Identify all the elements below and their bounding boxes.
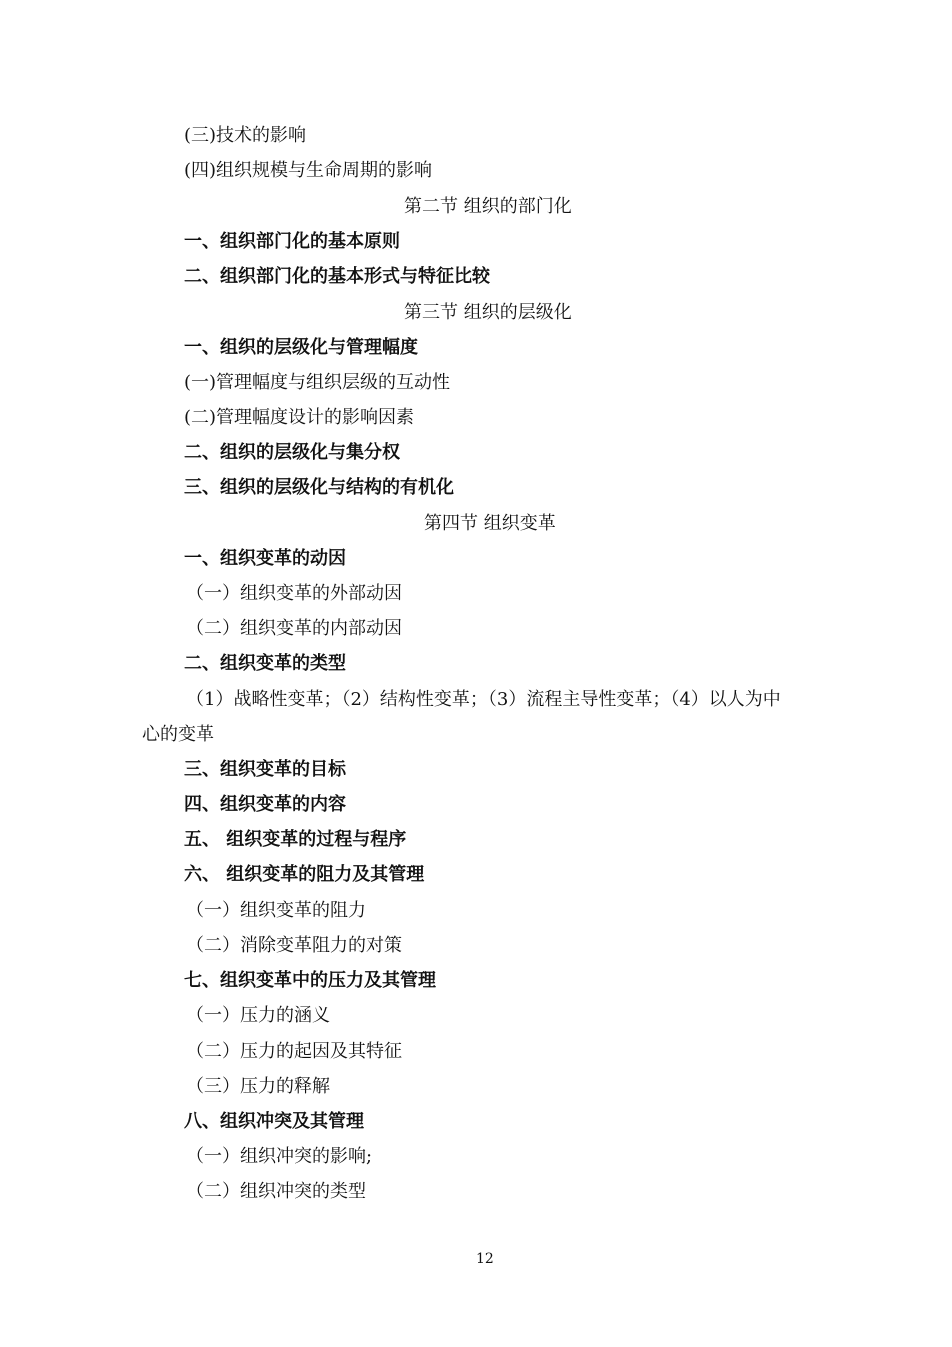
subsection-conflict-impact: （一）组织冲突的影响; xyxy=(186,1146,373,1167)
heading-departmentalization-forms: 二、组织部门化的基本形式与特征比较 xyxy=(184,266,490,287)
paragraph-change-types: （1）战略性变革；（2）结构性变革；（3）流程主导性变革；（4）以人为中 xyxy=(186,689,781,710)
subsection-conflict-types: （二）组织冲突的类型 xyxy=(186,1181,366,1202)
subsection-span-interaction: (一)管理幅度与组织层级的互动性 xyxy=(184,372,451,393)
heading-change-process: 五、 组织变革的过程与程序 xyxy=(184,829,407,850)
heading-change-resistance: 六、 组织变革的阻力及其管理 xyxy=(184,864,425,885)
section-title-departmentalization: 第二节 组织的部门化 xyxy=(404,196,572,217)
subsection-pressure-relief: （三）压力的释解 xyxy=(186,1076,330,1097)
section-title-hierarchy: 第三节 组织的层级化 xyxy=(404,302,572,323)
subsection-scale-lifecycle-impact: (四)组织规模与生命周期的影响 xyxy=(184,160,433,181)
page-number: 12 xyxy=(476,1251,494,1267)
heading-change-types: 二、组织变革的类型 xyxy=(184,653,346,674)
heading-organization-conflict: 八、组织冲突及其管理 xyxy=(184,1111,364,1132)
heading-change-goals: 三、组织变革的目标 xyxy=(184,759,346,780)
heading-hierarchy-centralization: 二、组织的层级化与集分权 xyxy=(184,442,400,463)
heading-hierarchy-span: 一、组织的层级化与管理幅度 xyxy=(184,337,418,358)
subsection-internal-drivers: （二）组织变革的内部动因 xyxy=(186,618,402,639)
heading-change-pressure: 七、组织变革中的压力及其管理 xyxy=(184,970,436,991)
subsection-external-drivers: （一）组织变革的外部动因 xyxy=(186,583,402,604)
heading-change-drivers: 一、组织变革的动因 xyxy=(184,548,346,569)
heading-departmentalization-principles: 一、组织部门化的基本原则 xyxy=(184,231,400,252)
heading-hierarchy-organic: 三、组织的层级化与结构的有机化 xyxy=(184,477,454,498)
subsection-pressure-meaning: （一）压力的涵义 xyxy=(186,1005,330,1026)
paragraph-change-types-continued: 心的变革 xyxy=(142,724,214,745)
subsection-technology-impact: (三)技术的影响 xyxy=(184,125,307,146)
subsection-span-factors: (二)管理幅度设计的影响因素 xyxy=(184,407,415,428)
subsection-resistance: （一）组织变革的阻力 xyxy=(186,900,366,921)
subsection-resistance-countermeasures: （二）消除变革阻力的对策 xyxy=(186,935,402,956)
heading-change-content: 四、组织变革的内容 xyxy=(184,794,346,815)
subsection-pressure-causes: （二）压力的起因及其特征 xyxy=(186,1041,402,1062)
section-title-change: 第四节 组织变革 xyxy=(424,513,556,534)
